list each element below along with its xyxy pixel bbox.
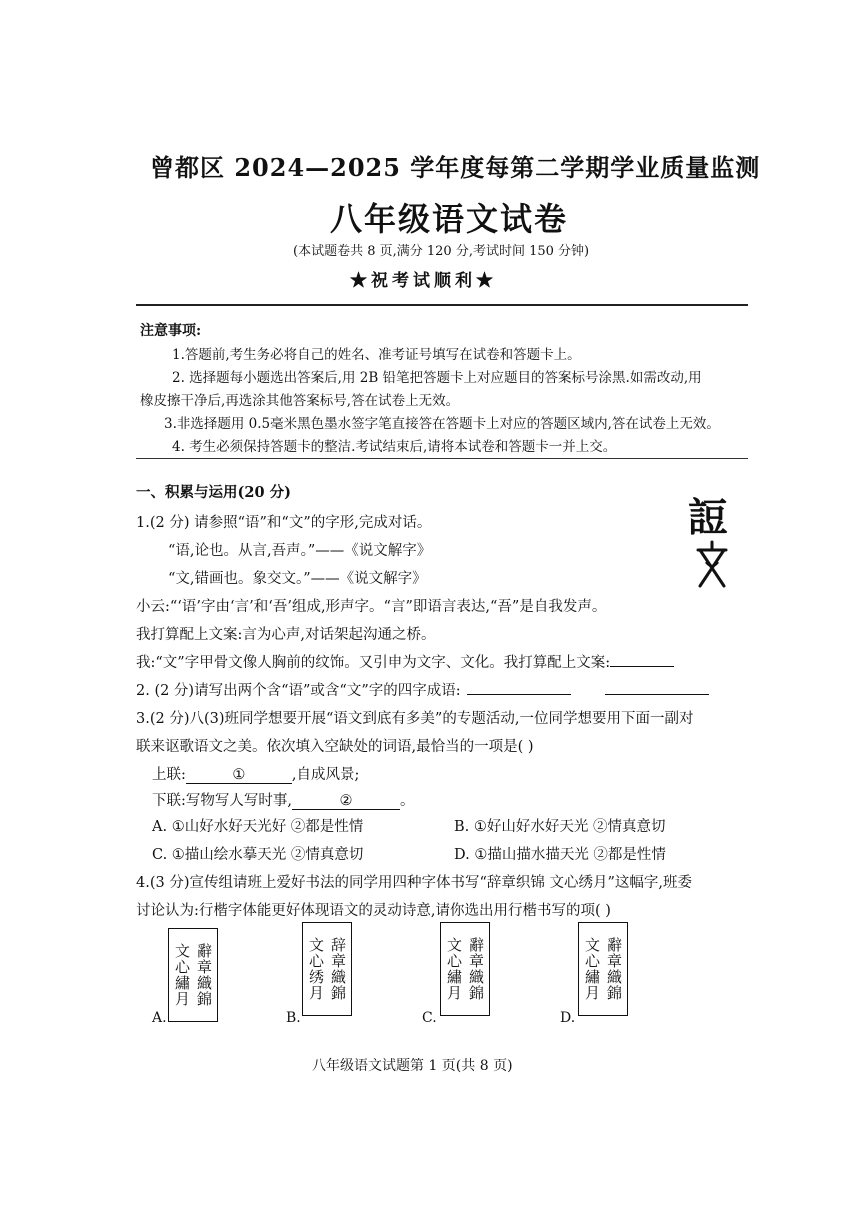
header-divider — [136, 304, 748, 306]
calligraphy-column-left: 文心繡月 — [445, 937, 463, 1001]
answer-blank[interactable] — [610, 652, 674, 667]
question-1-stem: 1.(2 分) 请参照“语”和“文”的字形,完成对话。 — [136, 515, 432, 531]
couplet-lower-suffix: 。 — [400, 793, 415, 809]
answer-blank[interactable] — [467, 680, 571, 695]
calligraphy-column-right: 辭章織錦 — [467, 937, 485, 1001]
couplet-upper-suffix: ,自成风景; — [291, 767, 360, 783]
section-heading: 一、积累与运用(20 分) — [136, 484, 291, 501]
calligraphy-column-left: 文心绣月 — [307, 937, 325, 1001]
option-a-label[interactable]: A. — [152, 1010, 167, 1026]
question-3-stem: 联来讴歌语文之美。依次填入空缺处的词语,最恰当的一项是( ) — [136, 739, 534, 755]
calligraphy-column-right: 辞章織錦 — [329, 937, 347, 1001]
couplet-upper-prefix: 上联: — [152, 767, 186, 783]
exam-subject-title: 八年级语文试卷 — [330, 200, 569, 238]
notice-item: 橡皮擦干净后,再选涂其他答案标号,答在试卷上无效。 — [140, 393, 460, 409]
exam-header-title: 曾都区 2024—2025 学年度每第二学期学业质量监测 — [150, 153, 761, 182]
calligraphy-option-d[interactable] — [578, 922, 628, 1016]
couplet-blank-2[interactable] — [292, 793, 400, 810]
option-a[interactable]: A. ①山好水好天光好 ②都是性情 — [152, 819, 364, 835]
notice-heading: 注意事项: — [140, 323, 202, 339]
answer-blank[interactable] — [605, 680, 709, 695]
oracle-wen-glyph — [690, 540, 734, 590]
couplet-lower — [152, 789, 415, 810]
page-footer: 八年级语文试题第 1 页(共 8 页) — [312, 1058, 513, 1074]
option-c[interactable]: C. ①描山绘水摹天光 ②情真意切 — [152, 847, 364, 863]
notice-item: 3.非选择题用 0.5毫米黑色墨水签字笔直接答在答题卡上对应的答题区域内,答在试卷上无效。 — [164, 416, 720, 432]
couplet-lower-prefix: 下联:写物写人写时事, — [152, 793, 292, 809]
good-luck-banner: ★祝考试顺利★ — [350, 271, 497, 291]
question-1-dialog-line: 我打算配上文案:言为心声,对话架起沟通之桥。 — [136, 627, 436, 643]
question-3-stem: 3.(2 分)八(3)班同学想要开展“语文到底有多美”的专题活动,一位同学想要用下面一副对 — [136, 711, 694, 727]
couplet-blank-1[interactable] — [186, 767, 292, 784]
calligraphy-column-right: 辭章織錦 — [195, 943, 213, 1007]
question-1-dialog-line — [136, 651, 674, 672]
option-d-label[interactable]: D. — [560, 1010, 576, 1026]
question-2-stem: 2. (2 分)请写出两个含“语”或含“文”字的四字成语: — [136, 683, 461, 699]
calligraphy-column-left: 文心繡月 — [583, 937, 601, 1001]
calligraphy-option-a[interactable] — [168, 928, 218, 1022]
question-1-dialog-text: 我:“文”字甲骨文像人胸前的纹饰。又引申为文字、文化。我打算配上文案: — [136, 655, 611, 671]
calligraphy-option-b[interactable] — [302, 922, 352, 1016]
calligraphy-column-right: 辭章織錦 — [605, 937, 623, 1001]
question-1-quote-wen: “文,错画也。象交文。”——《说文解字》 — [168, 571, 427, 587]
question-4-stem: 4.(3 分)宣传组请班上爱好书法的同学用四种字体书写“辞章织锦 文心绣月”这幅字,班委 — [136, 875, 693, 891]
question-1-quote-yu: “语,论也。从言,吾声。”——《说文解字》 — [168, 543, 432, 559]
notice-item: 4. 考生必须保持答题卡的整洁.考试结束后,请将本试卷和答题卡一并上交。 — [172, 439, 617, 455]
seal-script-yu-glyph: 䛠 — [688, 494, 726, 541]
question-1-dialog-line: 小云:“‘语’字由‘言’和‘吾’组成,形声字。“言”即语言表达,“吾”是自我发声。 — [136, 599, 607, 615]
notice-item: 1.答题前,考生务必将自己的姓名、准考证号填写在试卷和答题卡上。 — [172, 347, 581, 363]
option-b-label[interactable]: B. — [286, 1010, 301, 1026]
notice-divider — [136, 458, 748, 459]
notice-item: 2. 选择题每小题选出答案后,用 2B 铅笔把答题卡上对应题目的答案标号涂黑.如需改动,用 — [172, 370, 702, 386]
calligraphy-column-left: 文心繡月 — [173, 943, 191, 1007]
exam-meta-info: (本试题卷共 8 页,满分 120 分,考试时间 150 分钟) — [293, 244, 590, 259]
option-b[interactable]: B. ①好山好水好天光 ②情真意切 — [454, 819, 666, 835]
couplet-upper — [152, 763, 359, 784]
blank-marker: ① — [232, 767, 246, 783]
blank-marker: ② — [339, 793, 353, 809]
question-4-stem: 讨论认为:行楷字体能更好体现语文的灵动诗意,请你选出用行楷书写的项( ) — [136, 903, 611, 919]
option-d[interactable]: D. ①描山描水描天光 ②都是性情 — [454, 847, 666, 863]
question-2 — [136, 679, 709, 700]
option-c-label[interactable]: C. — [422, 1010, 437, 1026]
calligraphy-option-c[interactable] — [440, 922, 490, 1016]
